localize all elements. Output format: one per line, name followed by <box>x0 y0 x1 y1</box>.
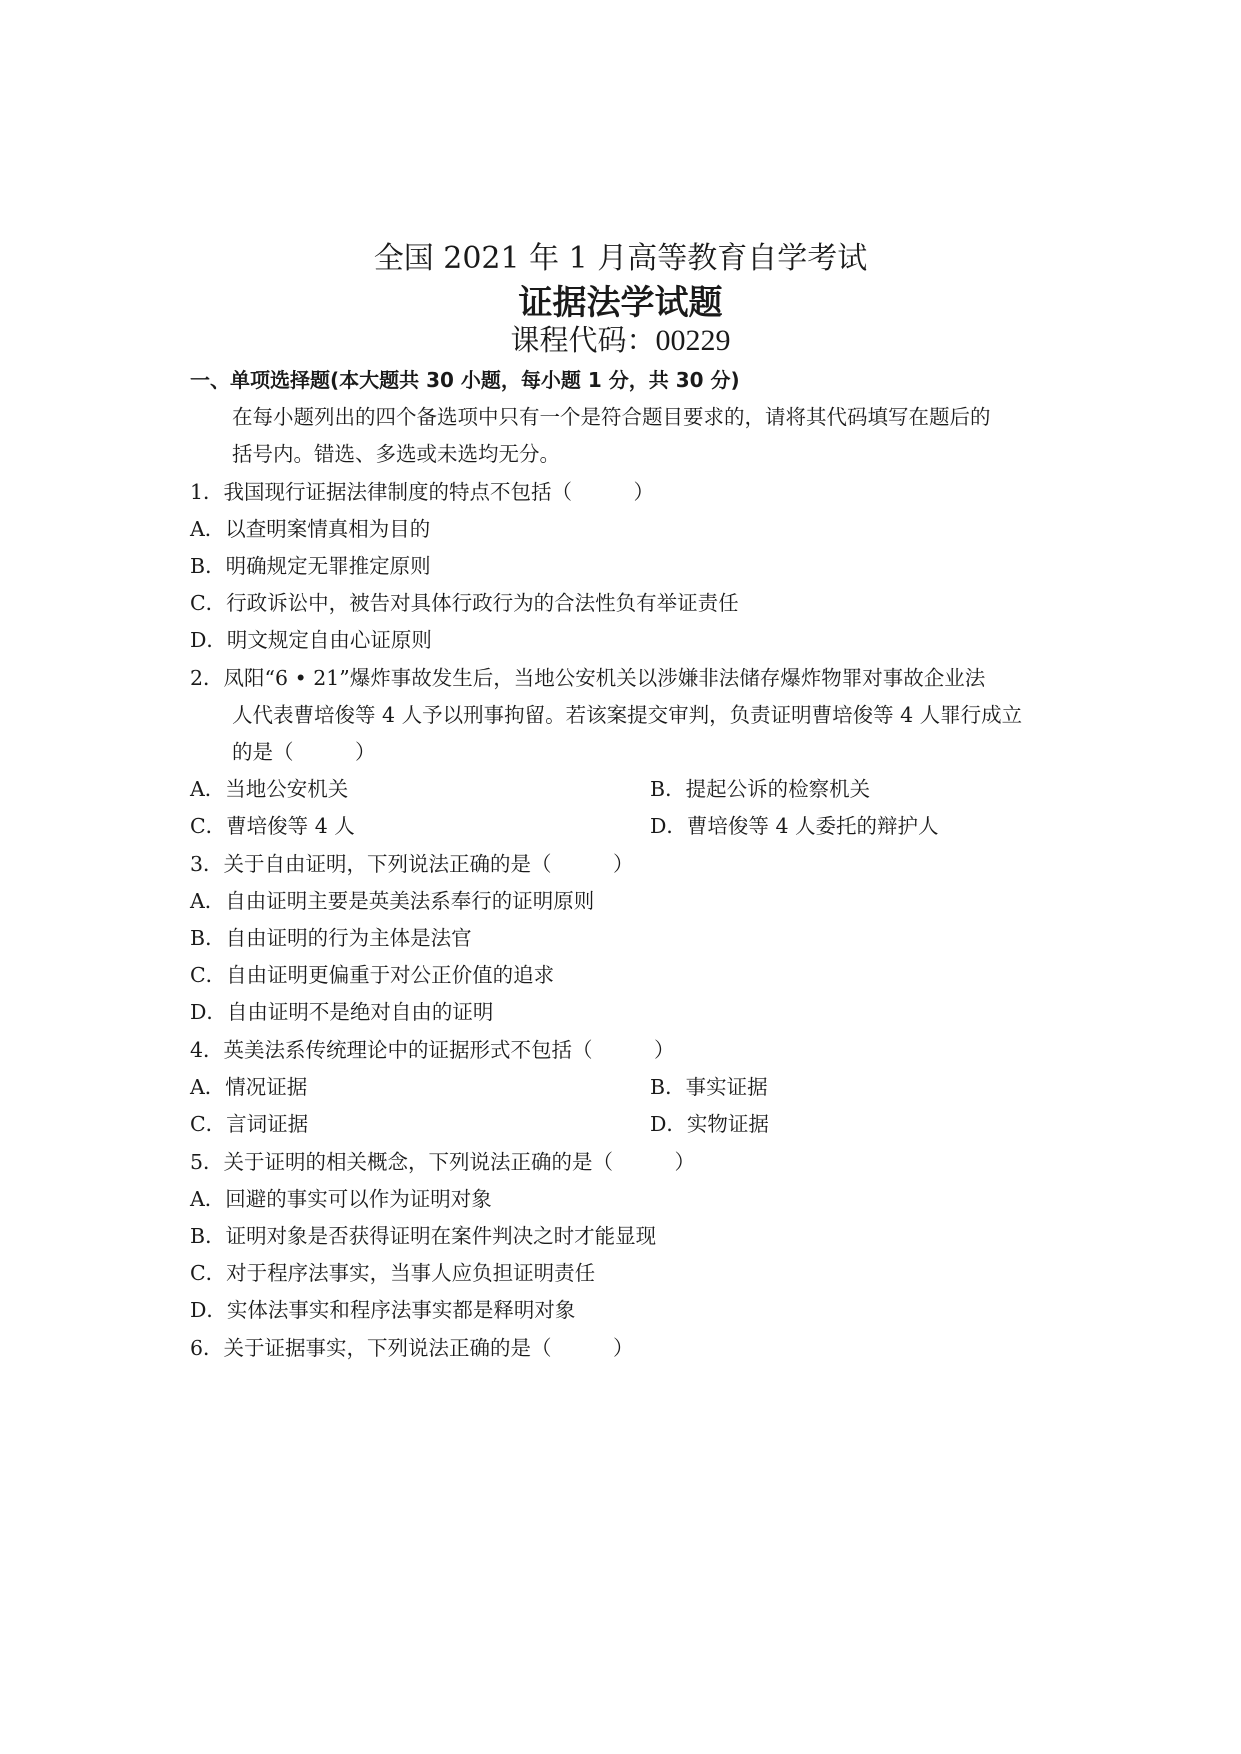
question-6-stem: 6．关于证据事实，下列说法正确的是（ ） <box>190 1336 634 1360</box>
question-2-stem-line-2: 人代表曹培俊等 4 人予以刑事拘留。若该案提交审判，负责证明曹培俊等 4 人罪行成立 <box>232 703 1023 727</box>
question-2-option-c: C．曹培俊等 4 人 <box>190 814 355 838</box>
course-code-value: 00229 <box>655 324 731 357</box>
course-code <box>0 318 1241 359</box>
question-4-stem: 4．英美法系传统理论中的证据形式不包括（ ） <box>190 1038 675 1062</box>
question-1-option-b: B．明确规定无罪推定原则 <box>190 554 431 578</box>
section-instructions-line-1: 在每小题列出的四个备选项中只有一个是符合题目要求的，请将其代码填写在题后的 <box>232 405 991 429</box>
question-5-option-a: A．回避的事实可以作为证明对象 <box>190 1187 492 1211</box>
question-1-option-c: C．行政诉讼中，被告对具体行政行为的合法性负有举证责任 <box>190 591 739 615</box>
section-title: 一、单项选择题(本大题共 30 小题，每小题 1 分，共 30 分) <box>190 368 740 392</box>
question-3-option-a: A．自由证明主要是英美法系奉行的证明原则 <box>190 889 595 913</box>
question-4-option-c: C．言词证据 <box>190 1112 309 1136</box>
question-5-option-b: B．证明对象是否获得证明在案件判决之时才能显现 <box>190 1224 657 1248</box>
question-3-option-b: B．自由证明的行为主体是法官 <box>190 926 472 950</box>
question-2-option-a: A．当地公安机关 <box>190 777 349 801</box>
question-4-option-b: B．事实证据 <box>650 1075 768 1099</box>
question-1-option-d: D．明文规定自由心证原则 <box>190 628 432 652</box>
question-2-option-d: D．曹培俊等 4 人委托的辩护人 <box>650 814 939 838</box>
question-5-stem: 5．关于证明的相关概念，下列说法正确的是（ ） <box>190 1150 696 1174</box>
course-code-label: 课程代码： <box>510 323 656 357</box>
question-5-option-d: D．实体法事实和程序法事实都是释明对象 <box>190 1298 576 1322</box>
question-1-stem: 1．我国现行证据法律制度的特点不包括（ ） <box>190 480 655 504</box>
question-2-stem-line-3: 的是（ ） <box>232 740 376 764</box>
question-2-option-b: B．提起公诉的检察机关 <box>650 777 871 801</box>
question-4-option-d: D．实物证据 <box>650 1112 769 1136</box>
subject-title: 证据法学试题 <box>518 283 723 323</box>
question-5-option-c: C．对于程序法事实，当事人应负担证明责任 <box>190 1261 596 1285</box>
question-3-option-d: D．自由证明不是绝对自由的证明 <box>190 1000 494 1024</box>
question-3-stem: 3．关于自由证明，下列说法正确的是（ ） <box>190 852 634 876</box>
question-2-stem-line-1: 2．凤阳“6 • 21”爆炸事故发生后，当地公安机关以涉嫌非法储存爆炸物罪对事故企业法 <box>190 666 986 690</box>
exam-title: 全国 2021 年 1 月高等教育自学考试 <box>373 241 868 276</box>
section-instructions-line-2: 括号内。错选、多选或未选均无分。 <box>232 442 560 466</box>
question-4-option-a: A．情况证据 <box>190 1075 308 1099</box>
question-3-option-c: C．自由证明更偏重于对公正价值的追求 <box>190 963 555 987</box>
question-1-option-a: A．以查明案情真相为目的 <box>190 517 431 541</box>
